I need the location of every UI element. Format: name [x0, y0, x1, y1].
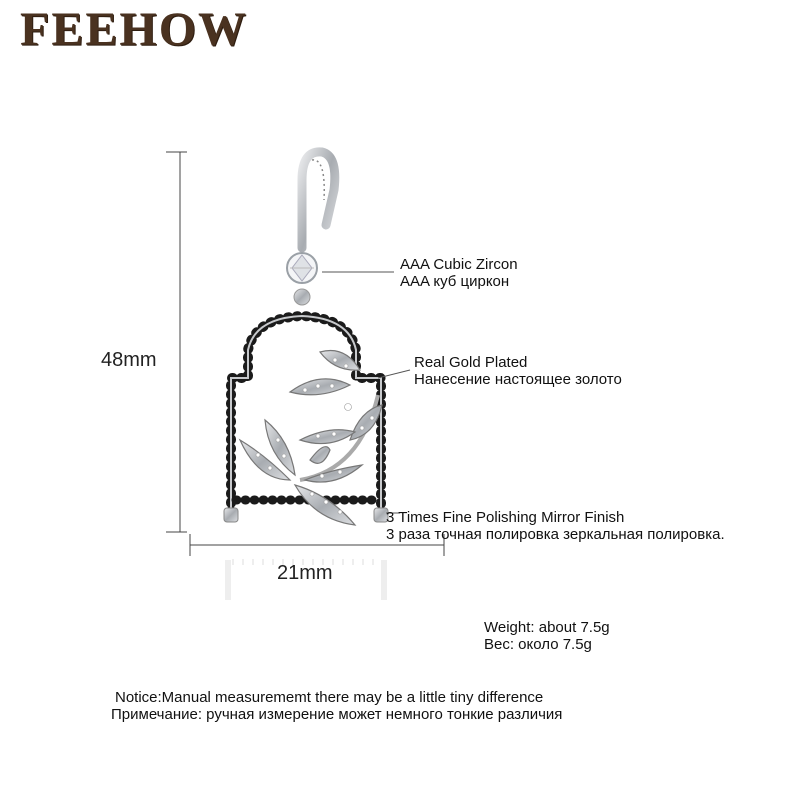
callout-zircon-en: AAA Cubic Zircon: [400, 256, 518, 273]
width-measurement: 21mm: [277, 562, 333, 584]
weight-ru: Вес: около 7.5g: [484, 636, 592, 653]
callout-gold-ru: Нанесение настоящее золото: [414, 371, 622, 388]
height-measurement: 48mm: [101, 349, 157, 371]
callout-gold-en: Real Gold Plated: [414, 354, 528, 371]
connector-bead: [294, 289, 310, 305]
cubic-zircon-stone: [287, 253, 317, 283]
brand-logo: FEEHOW: [20, 3, 249, 56]
weight-en: Weight: about 7.5g: [484, 619, 610, 636]
callout-zircon-ru: AAA куб циркон: [400, 273, 510, 290]
callout-polish-ru: 3 раза точная полировка зеркальная полировка.: [386, 526, 725, 543]
ear-hook: [302, 152, 335, 248]
notice-ru: Примечание: ручная измерение может немного тонкие различия: [111, 706, 563, 723]
notice-en: Notice:Manual measurememt there may be a little tiny difference: [115, 689, 544, 706]
height-dimension-line: [166, 152, 187, 532]
callout-polish-en: 3 Times Fine Polishing Mirror Finish: [386, 509, 625, 526]
